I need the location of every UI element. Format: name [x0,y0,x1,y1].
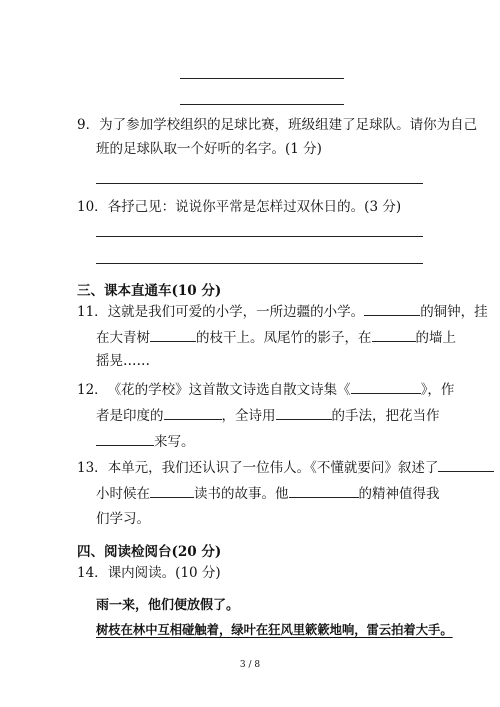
question-12-line3 [96,434,450,449]
question-text: 们学习。 [96,511,150,527]
question-text: 这就是我们可爱的小学，一所边疆的小学。 [107,304,365,320]
question-text: 者是印度的 [96,408,164,424]
page-number: 3 / 8 [239,660,261,670]
question-number: 11． [77,304,108,320]
question-text: 来写。 [154,434,195,450]
answer-line[interactable] [96,236,423,237]
passage-line-underlined: 树枝在林中互相碰触着，绿叶在狂风里簌簌地响，雷云拍着大手。 [96,623,453,637]
question-10 [77,200,431,214]
question-14 [77,566,431,580]
question-text: 课内阅读。(10 分) [107,565,221,581]
question-number: 9． [77,117,100,133]
question-13-line2 [96,486,450,501]
fill-blank[interactable] [276,408,332,420]
section-heading: 四、阅读检阅台(20 分) [77,544,222,560]
fill-blank[interactable] [364,304,420,316]
question-number: 12． [77,382,108,398]
fill-blank[interactable] [150,330,196,342]
question-text: 小时候在 [96,486,150,502]
question-text: 摇晃…… [96,353,150,369]
question-text: 的手法，把花当作 [331,408,440,424]
question-text: 读书的故事。他 [194,486,289,502]
question-text: 各抒己见：说说你平常是怎样过双休日的。(3 分) [107,199,402,215]
fill-blank[interactable] [351,382,421,394]
question-text: 本单元，我们还认识了一位伟人。《不懂就要问》叙述了 [107,460,439,476]
question-text: 的墙上 [415,330,456,346]
question-9-line2 [96,142,450,156]
answer-line[interactable] [96,183,423,184]
question-text: 在大青树 [96,330,150,346]
question-text: ，全诗用 [221,408,276,424]
fill-blank[interactable] [438,460,494,472]
passage-line: 雨一来，他们便放假了。 [96,598,240,613]
fill-blank[interactable] [150,486,194,498]
question-12 [77,382,455,398]
question-9 [77,117,478,133]
question-text: 的铜钟，挂 [420,304,488,320]
question-text: 班的足球队取一个好听的名字。(1 分) [96,141,322,157]
fill-blank[interactable] [289,486,359,498]
question-11 [77,304,488,320]
question-11-line2 [96,330,456,346]
question-number: 10． [77,199,108,215]
fill-blank[interactable] [164,408,222,420]
question-text: 的精神值得我 [358,486,440,502]
question-text: 的枝干上。凤尾竹的影子，在 [196,330,372,346]
fill-blank[interactable] [96,434,154,446]
question-12-line2 [96,408,450,423]
answer-line [180,104,344,105]
fill-blank[interactable] [372,330,416,342]
question-text: 》，作 [420,382,455,398]
question-text: 《花的学校》这首散文诗选自散文诗集《 [107,382,351,398]
question-number: 13． [77,460,108,476]
question-13-line3 [96,512,450,526]
section-heading: 三、课本直通车(10 分) [77,283,222,299]
question-13 [77,460,439,476]
answer-line [180,78,344,79]
question-number: 14． [77,565,108,581]
question-11-line3 [96,354,450,368]
answer-line[interactable] [96,263,423,264]
question-text: 为了参加学校组织的足球比赛，班级组建了足球队。请你为自己 [99,117,478,133]
